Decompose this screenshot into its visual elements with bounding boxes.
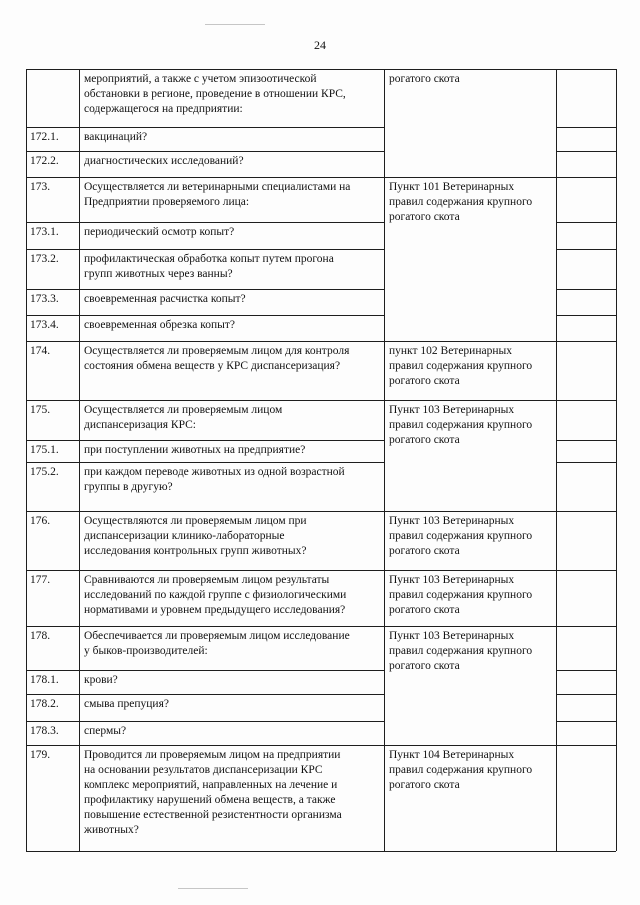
item-number-line: 178. — [30, 630, 51, 642]
item-number — [30, 344, 50, 359]
regulation-reference-line: Пункт 101 Ветеринарных — [389, 181, 515, 193]
item-number — [30, 748, 50, 763]
block-divider — [26, 511, 616, 512]
item-number-line: 172.2. — [30, 155, 59, 167]
question-text-line: нормативами и уровнем предыдущего исследования? — [84, 604, 346, 616]
item-number — [30, 154, 59, 169]
question-text-line: крови? — [84, 674, 118, 686]
question-text-line: исследования контрольных групп животных? — [84, 545, 307, 557]
sub-row-divider — [26, 315, 384, 316]
question-text-line: при поступлении животных на предприятие? — [84, 444, 306, 456]
regulation-reference-line: правил содержания крупного — [389, 530, 533, 542]
item-number — [30, 318, 59, 333]
regulation-reference-line: правил содержания крупного — [389, 196, 533, 208]
question-text-line: Сравниваются ли проверяемым лицом результаты — [84, 574, 330, 586]
item-number-line: 175.1. — [30, 444, 59, 456]
question-text-line: комплекс мероприятий, направленных на лечение и — [84, 779, 338, 791]
status-cell-divider — [556, 626, 616, 627]
sub-row-divider — [26, 670, 384, 671]
regulation-reference — [389, 629, 532, 674]
item-number-line: 175.2. — [30, 466, 59, 478]
question-text — [84, 154, 244, 169]
regulation-reference — [389, 748, 532, 793]
block-divider — [26, 400, 616, 401]
question-text — [84, 292, 246, 307]
item-number-line: 174. — [30, 345, 51, 357]
question-text — [84, 225, 234, 240]
question-text — [84, 318, 235, 333]
status-cell-divider — [556, 151, 616, 152]
item-number — [30, 403, 50, 418]
status-cell-divider — [556, 745, 616, 746]
status-cell-divider — [556, 721, 616, 722]
question-text-line: смыва препуция? — [84, 698, 169, 710]
status-cell-divider — [556, 222, 616, 223]
question-text-line: повышение естественной резистентности организма — [84, 809, 342, 821]
question-text-line: на основании результатов диспансеризации КРС — [84, 764, 323, 776]
status-cell-divider — [556, 341, 616, 342]
question-text-line: своевременная расчистка копыт? — [84, 293, 246, 305]
question-text-line: группы в другую? — [84, 481, 173, 493]
question-text — [84, 629, 350, 659]
block-divider — [26, 177, 616, 178]
item-number-line: 173.3. — [30, 293, 59, 305]
question-text — [84, 697, 169, 712]
status-cell-divider — [556, 127, 616, 128]
item-number — [30, 673, 59, 688]
status-cell-divider — [556, 670, 616, 671]
question-text-line: диспансеризации клинико-лабораторные — [84, 530, 285, 542]
status-column-divider — [556, 69, 557, 851]
regulation-reference — [389, 180, 532, 225]
item-number — [30, 697, 59, 712]
regulation-reference-line: пункт 102 Ветеринарных — [389, 345, 512, 357]
question-text-line: обстановки в регионе, проведение в отношении КРС, — [84, 88, 346, 100]
item-number-line: 173. — [30, 181, 51, 193]
scan-artifact — [178, 888, 248, 889]
item-number — [30, 629, 50, 644]
question-text — [84, 673, 118, 688]
item-number — [30, 225, 59, 240]
item-number — [30, 292, 59, 307]
question-text-line: своевременная обрезка копыт? — [84, 319, 235, 331]
sub-row-divider — [26, 127, 384, 128]
question-text — [84, 443, 305, 458]
table-right-border — [616, 69, 617, 851]
item-number — [30, 252, 59, 267]
question-text-line: животных? — [84, 824, 139, 836]
regulation-reference-line: правил содержания крупного — [389, 589, 533, 601]
question-text-line: Предприятии проверяемого лица: — [84, 196, 250, 208]
regulation-reference-line: рогатого скота — [389, 434, 460, 446]
question-text — [84, 344, 349, 374]
regulation-reference — [389, 72, 460, 87]
question-text-line: исследований по каждой группе с физиологическими — [84, 589, 347, 601]
block-divider — [26, 745, 616, 746]
question-text — [84, 403, 282, 433]
item-number-line: 179. — [30, 749, 51, 761]
status-cell-divider — [556, 177, 616, 178]
regulation-reference-line: правил содержания крупного — [389, 360, 533, 372]
question-text-line: диспансеризация КРС: — [84, 419, 196, 431]
question-text-line: Осуществляется ли проверяемым лицом для контроля — [84, 345, 350, 357]
regulation-reference-line: Пункт 104 Ветеринарных — [389, 749, 515, 761]
question-text-line: диагностических исследований? — [84, 155, 244, 167]
question-text — [84, 724, 126, 739]
question-text-line: Осуществляется ли проверяемым лицом — [84, 404, 283, 416]
question-text-line: мероприятий, а также с учетом эпизоотической — [84, 73, 317, 85]
scan-artifact — [205, 24, 265, 25]
status-cell-divider — [556, 511, 616, 512]
regulation-reference-line: рогатого скота — [389, 604, 460, 616]
regulation-reference-line: Пункт 103 Ветеринарных — [389, 515, 515, 527]
question-text-line: профилактическая обработка копыт путем прогона — [84, 253, 334, 265]
item-number-line: 178.2. — [30, 698, 59, 710]
item-number-line: 173.4. — [30, 319, 59, 331]
regulation-reference-line: Пункт 103 Ветеринарных — [389, 630, 515, 642]
table-bottom-border — [26, 851, 616, 852]
block-divider — [26, 341, 616, 342]
sub-row-divider — [26, 249, 384, 250]
status-cell-divider — [556, 462, 616, 463]
block-divider — [26, 570, 616, 571]
sub-row-divider — [26, 721, 384, 722]
question-text-line: у быков-производителей: — [84, 645, 208, 657]
question-text — [84, 130, 147, 145]
page-number: 24 — [314, 38, 326, 52]
regulation-reference-line: правил содержания крупного — [389, 419, 533, 431]
regulation-reference-line: рогатого скота — [389, 779, 460, 791]
item-number-line: 178.3. — [30, 725, 59, 737]
question-text-line: Осуществляются ли проверяемым лицом при — [84, 515, 307, 527]
status-cell-divider — [556, 440, 616, 441]
status-cell-divider — [556, 315, 616, 316]
item-number-line: 178.1. — [30, 674, 59, 686]
item-number-line: 177. — [30, 574, 51, 586]
question-text — [84, 252, 334, 282]
item-number — [30, 573, 50, 588]
regulation-reference-line: рогатого скота — [389, 660, 460, 672]
regulation-reference-line: Пункт 103 Ветеринарных — [389, 404, 515, 416]
regulation-reference-line: рогатого скота — [389, 375, 460, 387]
question-text-line: Обеспечивается ли проверяемым лицом исследование — [84, 630, 350, 642]
sub-row-divider — [26, 222, 384, 223]
question-text-line: периодический осмотр копыт? — [84, 226, 235, 238]
regulation-reference-line: рогатого скота — [389, 73, 460, 85]
question-text — [84, 465, 345, 495]
sub-row-divider — [26, 462, 384, 463]
question-text-line: Проводится ли проверяемым лицом на предприятии — [84, 749, 341, 761]
regulation-reference — [389, 514, 532, 559]
question-text — [84, 748, 342, 838]
item-number-line: 172.1. — [30, 131, 59, 143]
question-column-divider — [79, 69, 80, 851]
question-text — [84, 72, 346, 117]
regulation-reference — [389, 344, 532, 389]
item-number-line: 176. — [30, 515, 51, 527]
sub-row-divider — [26, 694, 384, 695]
item-number — [30, 443, 59, 458]
status-cell-divider — [556, 289, 616, 290]
sub-row-divider — [26, 440, 384, 441]
question-text — [84, 573, 346, 618]
regulation-reference-line: правил содержания крупного — [389, 764, 533, 776]
status-cell-divider — [556, 694, 616, 695]
reference-column-divider — [384, 69, 385, 851]
status-cell-divider — [556, 249, 616, 250]
question-text-line: состояния обмена веществ у КРС диспансеризация? — [84, 360, 341, 372]
question-text — [84, 514, 307, 559]
sub-row-divider — [26, 151, 384, 152]
item-number — [30, 514, 50, 529]
status-cell-divider — [556, 570, 616, 571]
regulation-reference-line: рогатого скота — [389, 545, 460, 557]
question-text-line: групп животных через ванны? — [84, 268, 233, 280]
item-number-line: 173.1. — [30, 226, 59, 238]
item-number — [30, 180, 50, 195]
regulation-reference-line: правил содержания крупного — [389, 645, 533, 657]
item-number — [30, 130, 59, 145]
item-number-line: 175. — [30, 404, 51, 416]
number-column-left-border — [26, 69, 27, 851]
item-number-line: 173.2. — [30, 253, 59, 265]
block-divider — [26, 626, 616, 627]
question-text-line: профилактику нарушений обмена веществ, а также — [84, 794, 336, 806]
item-number — [30, 465, 59, 480]
item-number — [30, 724, 59, 739]
question-text-line: спермы? — [84, 725, 127, 737]
question-text-line: Осуществляется ли ветеринарными специалистами на — [84, 181, 351, 193]
question-text-line: вакцинаций? — [84, 131, 148, 143]
status-cell-divider — [556, 400, 616, 401]
sub-row-divider — [26, 289, 384, 290]
question-text-line: содержащегося на предприятии: — [84, 103, 243, 115]
regulation-reference-line: рогатого скота — [389, 211, 460, 223]
regulation-reference — [389, 573, 532, 618]
question-text — [84, 180, 350, 210]
question-text-line: при каждом переводе животных из одной возрастной — [84, 466, 345, 478]
table-top-border — [26, 69, 616, 70]
regulation-reference — [389, 403, 532, 448]
regulation-reference-line: Пункт 103 Ветеринарных — [389, 574, 515, 586]
